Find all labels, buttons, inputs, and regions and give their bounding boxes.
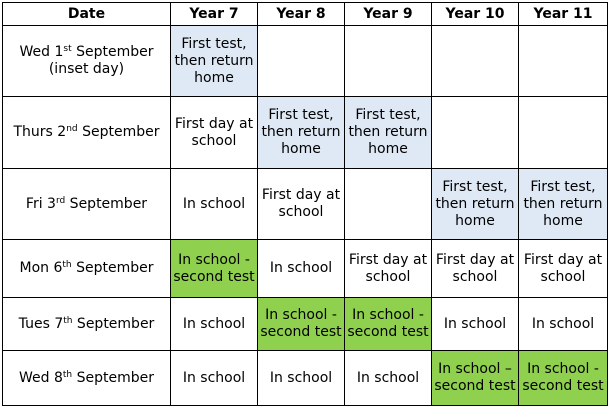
year-8-cell: In school: [258, 240, 345, 298]
date-month: September: [72, 315, 155, 332]
table-row: [3, 298, 608, 351]
date-cell: [3, 169, 171, 240]
year-11-cell: First test, then return home: [519, 169, 608, 240]
date-month: September: [77, 124, 160, 140]
date-day: Wed 8: [19, 369, 63, 386]
year-7-cell: First test, then return home: [171, 26, 258, 97]
date-suffix: nd: [66, 124, 78, 134]
year-10-cell: In school: [432, 298, 519, 351]
table-row: [3, 240, 608, 298]
year-9-cell: [345, 26, 432, 97]
year-8-cell: In school: [258, 351, 345, 406]
table-row: [3, 351, 608, 406]
year-8-cell: First day at school: [258, 169, 345, 240]
date-suffix: st: [63, 44, 72, 54]
header-year-7: Year 7: [171, 3, 258, 26]
year-9-cell: In school: [345, 351, 432, 406]
year-10-cell: In school – second test: [432, 351, 519, 406]
date-suffix: th: [62, 260, 72, 270]
year-9-cell: [345, 169, 432, 240]
header-year-9: Year 9: [345, 3, 432, 26]
date-month: September: [65, 195, 148, 212]
date-cell: [3, 298, 171, 351]
year-9-cell: In school - second test: [345, 298, 432, 351]
date-month: September: [71, 44, 154, 60]
year-11-cell: [519, 26, 608, 97]
year-11-cell: In school - second test: [519, 351, 608, 406]
header-row: [3, 3, 608, 26]
date-cell: [3, 97, 171, 169]
year-10-cell: [432, 97, 519, 169]
header-year-10: Year 10: [432, 3, 519, 26]
date-day: Tues 7: [18, 315, 64, 332]
date-suffix: th: [63, 315, 73, 326]
date-month: September: [72, 369, 154, 386]
date-suffix: th: [62, 369, 73, 380]
date-day: Wed 1: [19, 44, 64, 60]
date-month: September: [71, 260, 154, 276]
year-8-cell: First test, then return home: [258, 97, 345, 169]
table-row: [3, 169, 608, 240]
header-year-8: Year 8: [258, 3, 345, 26]
date-cell: [3, 351, 171, 406]
year-8-cell: In school - second test: [258, 298, 345, 351]
year-11-cell: In school: [519, 298, 608, 351]
year-7-cell: In school: [171, 298, 258, 351]
year-7-cell: First day at school: [171, 97, 258, 169]
header-year-11: Year 11: [519, 3, 608, 26]
year-10-cell: First test, then return home: [432, 169, 519, 240]
date-day: Mon 6: [19, 260, 63, 276]
date-cell: [3, 240, 171, 298]
year-10-cell: First day at school: [432, 240, 519, 298]
date-cell: [3, 26, 171, 97]
year-9-cell: First test, then return home: [345, 97, 432, 169]
table-row: [3, 97, 608, 169]
year-7-cell: In school - second test: [171, 240, 258, 298]
header-date: Date: [3, 3, 171, 26]
date-note: (inset day): [48, 61, 125, 77]
table-row: [3, 26, 608, 97]
schedule-table: [2, 2, 608, 406]
year-7-cell: In school: [171, 351, 258, 406]
year-11-cell: [519, 97, 608, 169]
year-11-cell: First day at school: [519, 240, 608, 298]
year-7-cell: In school: [171, 169, 258, 240]
year-10-cell: [432, 26, 519, 97]
date-day: Thurs 2: [13, 124, 67, 140]
date-suffix: rd: [55, 195, 66, 206]
date-day: Fri 3: [25, 195, 56, 212]
year-8-cell: [258, 26, 345, 97]
year-9-cell: First day at school: [345, 240, 432, 298]
